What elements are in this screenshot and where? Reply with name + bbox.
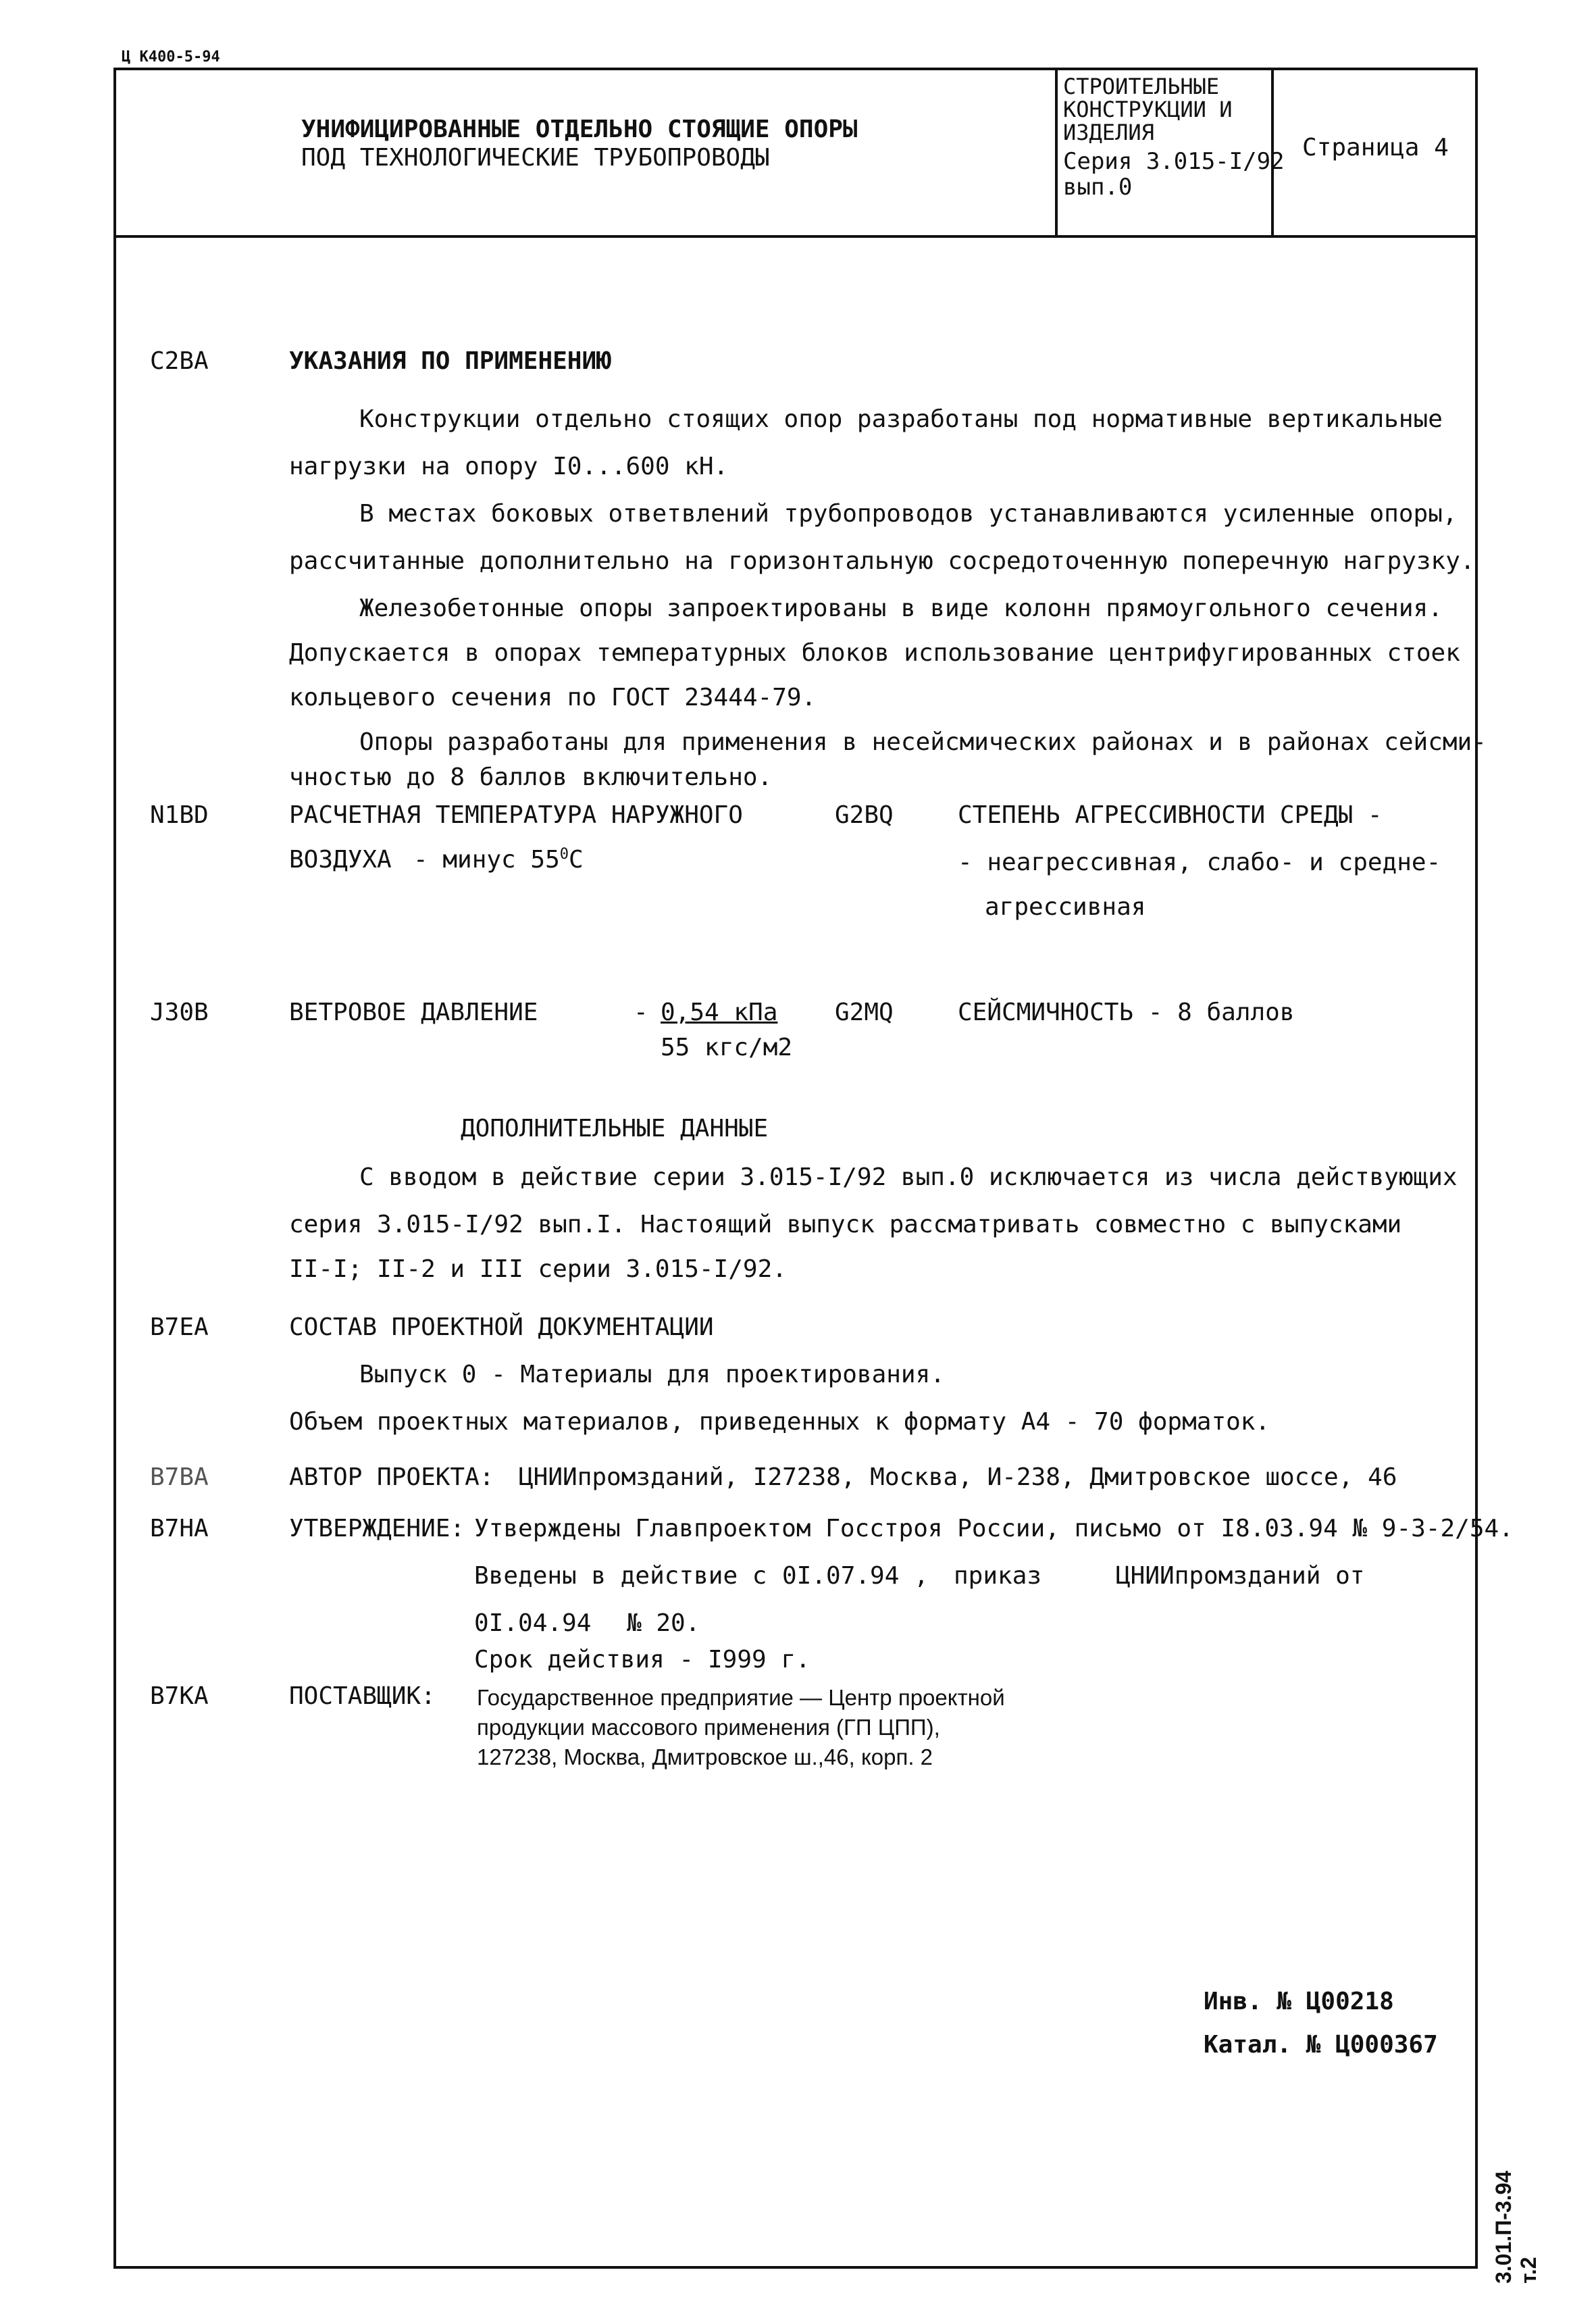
header-category-line1: СТРОИТЕЛЬНЫЕ <box>1063 74 1220 99</box>
wind-pressure-label: ВЕТРОВОЕ ДАВЛЕНИЕ <box>289 999 538 1026</box>
paragraph-2-line-2: рассчитанные дополнительно на горизонтальную сосредоточенную поперечную нагрузку. <box>289 547 1475 575</box>
section-code-g2bq: G2BQ <box>835 801 894 829</box>
temperature-label-line2: ВОЗДУХА <box>289 846 392 874</box>
aggressiveness-line3: агрессивная <box>985 893 1146 921</box>
supplier-line2: продукции массового применения (ГП ЦПП), <box>477 1715 940 1740</box>
section-code-c2ba: С2ВА <box>150 347 209 375</box>
approval-line1: Утверждены Главпроектом Госстроя России, письмо от I8.03.94 № 9-3-2/54. <box>474 1515 1514 1542</box>
header-col-divider-1 <box>1055 68 1058 236</box>
documentation-line2: Объем проектных материалов, приведенных к формату А4 - 70 форматок. <box>289 1408 1270 1436</box>
paragraph-3-line-2: Допускается в опорах температурных блоков использование центрифугированных стоек <box>289 639 1460 667</box>
side-stamp: 3.01.П-3.94 т.2 <box>1491 2170 1541 2284</box>
aggressiveness-line2: - неагрессивная, слабо- и средне- <box>958 849 1441 876</box>
seismicity-text: СЕЙСМИЧНОСТЬ - 8 баллов <box>958 999 1295 1026</box>
wind-pressure-kgf: 55 кгс/м2 <box>661 1034 793 1061</box>
section-code-b7ha: В7НА <box>150 1515 209 1542</box>
supplier-label: ПОСТАВЩИК: <box>289 1682 436 1710</box>
additional-data-heading: ДОПОЛНИТЕЛЬНЫЕ ДАННЫЕ <box>461 1115 769 1142</box>
temperature-label-line1: РАСЧЕТНАЯ ТЕМПЕРАТУРА НАРУЖНОГО <box>289 801 743 829</box>
paragraph-4-line-1: Опоры разработаны для применения в несейсмических районах и в районах сейсми- <box>359 728 1487 756</box>
approval-line2b: 0I.07.94 , <box>782 1562 929 1590</box>
paragraph-1-line-1: Конструкции отдельно стоящих опор разработаны под нормативные вертикальные <box>359 405 1443 433</box>
additional-data-line3: II-I; II-2 и III серии 3.015-I/92. <box>289 1255 787 1283</box>
wind-pressure-dash: - <box>634 999 648 1026</box>
approval-line2a: Введены в действие с <box>474 1562 767 1590</box>
section-code-b7ka: В7КА <box>150 1682 209 1710</box>
supplier-line1: Государственное предприятие — Центр проектной <box>477 1685 1005 1710</box>
section-code-b7ea: В7ЕА <box>150 1313 209 1341</box>
section-code-g2mq: G2MQ <box>835 999 894 1026</box>
document-code: Ц К400-5-94 <box>122 49 220 66</box>
section-code-n1bd: N1BD <box>150 801 209 829</box>
temperature-unit: С <box>569 846 584 874</box>
documentation-heading: СОСТАВ ПРОЕКТНОЙ ДОКУМЕНТАЦИИ <box>289 1313 714 1341</box>
paragraph-3-line-3: кольцевого сечения по ГОСТ 23444-79. <box>289 684 817 711</box>
additional-data-line1: С вводом в действие серии 3.015-I/92 вып.0 исключается из числа действующих <box>359 1163 1458 1191</box>
header-title-line1: УНИФИЦИРОВАННЫЕ ОТДЕЛЬНО СТОЯЩИЕ ОПОРЫ <box>301 116 858 143</box>
section-code-j30b: J30B <box>150 999 209 1026</box>
temperature-value <box>413 846 584 874</box>
additional-data-line2: серия 3.015-I/92 вып.I. Настоящий выпуск рассматривать совместно с выпусками <box>289 1211 1402 1238</box>
header-series: Серия 3.015-I/92 <box>1063 148 1285 175</box>
section-code-b7ba: В7ВА <box>150 1463 209 1491</box>
paragraph-1-line-2: нагрузки на опору I0...600 кН. <box>289 453 729 480</box>
aggressiveness-line1: СТЕПЕНЬ АГРЕССИВНОСТИ СРЕДЫ - <box>958 801 1383 829</box>
paragraph-3-line-1: Железобетонные опоры запроектированы в виде колонн прямоугольного сечения. <box>359 595 1443 622</box>
header-title-line2: ПОД ТЕХНОЛОГИЧЕСКИЕ ТРУБОПРОВОДЫ <box>301 144 770 172</box>
wind-pressure-kpa: 0,54 кПа <box>661 999 778 1026</box>
supplier-line3: 127238, Москва, Дмитровское ш.,46, корп. 2 <box>477 1744 933 1769</box>
approval-line2c: приказ <box>954 1562 1042 1590</box>
approval-line3a: 0I.04.94 <box>474 1609 592 1637</box>
documentation-line1: Выпуск 0 - Материалы для проектирования. <box>359 1361 945 1388</box>
author-value: ЦНИИпромзданий, I27238, Москва, И-238, Дмитровское шоссе, 46 <box>519 1463 1397 1491</box>
header-category-line3: ИЗДЕЛИЯ <box>1063 120 1154 145</box>
approval-line2d: ЦНИИпромзданий от <box>1116 1562 1365 1590</box>
section-heading-usage: УКАЗАНИЯ ПО ПРИМЕНЕНИЮ <box>289 347 611 375</box>
header-issue: вып.0 <box>1063 174 1133 201</box>
page-number: Страница 4 <box>1302 134 1449 161</box>
paragraph-2-line-1: В местах боковых ответвлений трубопроводов устанавливаются усиленные опоры, <box>359 500 1458 528</box>
paragraph-4-line-2: чностью до 8 баллов включительно. <box>289 763 773 791</box>
inventory-number: Инв. № Ц00218 <box>1204 1988 1394 2015</box>
approval-label: УТВЕРЖДЕНИЕ: <box>289 1515 465 1542</box>
temperature-value-text: - минус 55 <box>413 846 560 874</box>
header-category-line2: КОНСТРУКЦИИ И <box>1063 97 1233 122</box>
temperature-degree: 0 <box>559 846 569 863</box>
approval-line3b: № 20. <box>627 1609 700 1637</box>
catalog-number: Катал. № Ц000367 <box>1204 2031 1438 2059</box>
approval-line4b: I999 г. <box>708 1646 810 1674</box>
approval-line4a: Срок действия - <box>474 1646 694 1674</box>
author-label: АВТОР ПРОЕКТА: <box>289 1463 494 1491</box>
